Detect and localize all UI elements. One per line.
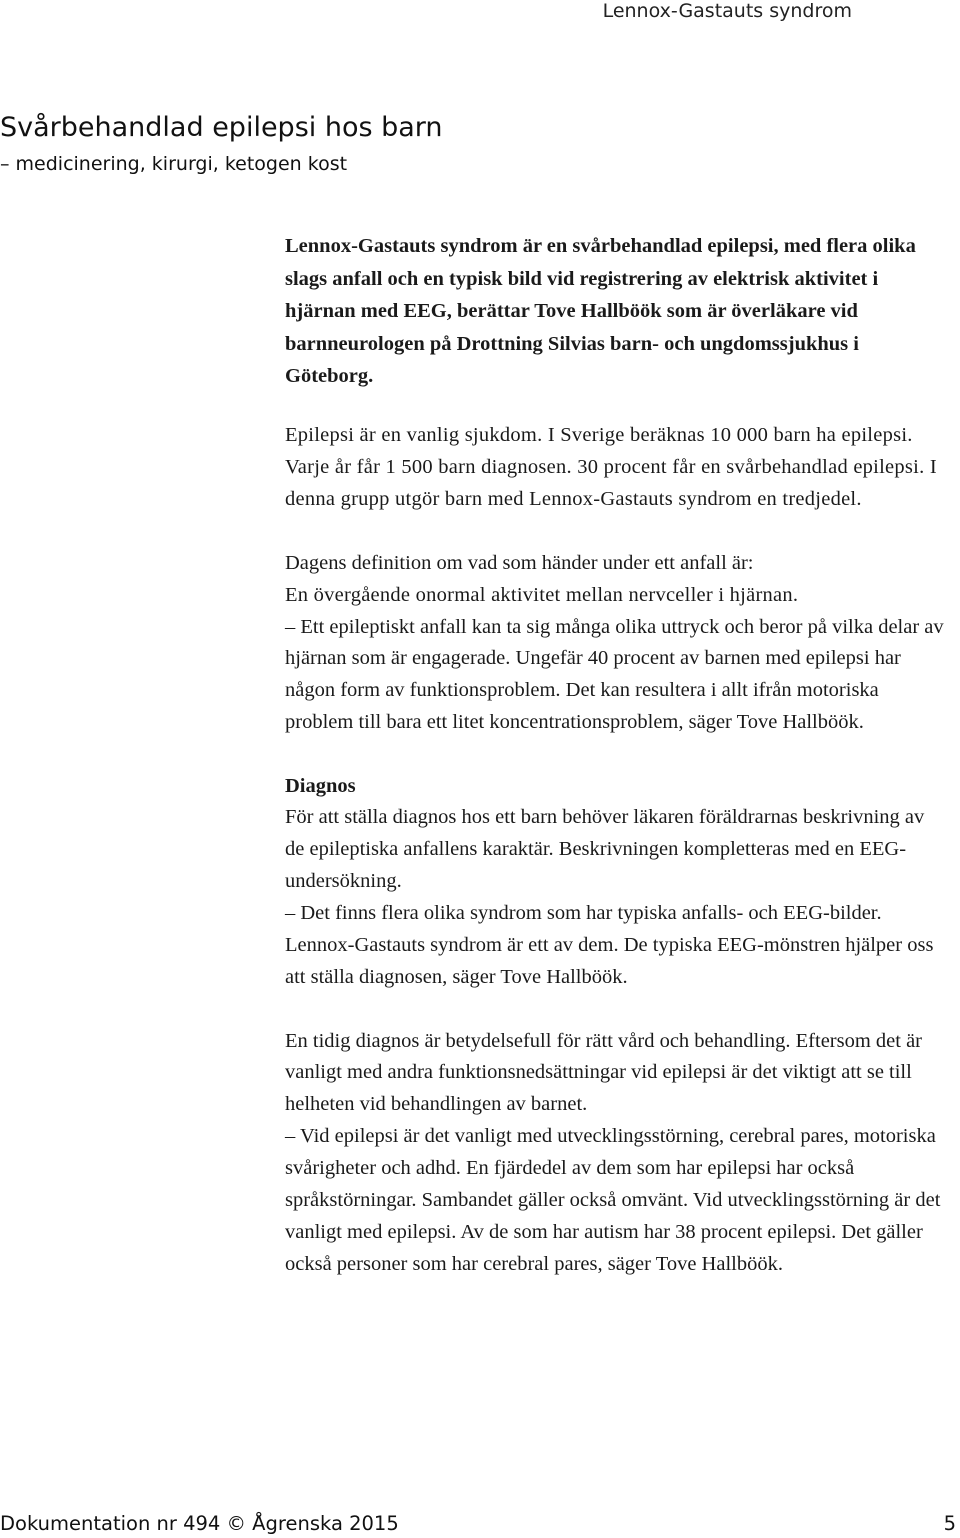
paragraph-definition-intro: Dagens definition om vad som händer under ett anfall är: <box>285 551 754 574</box>
paragraph-diagnosis-quote: – Det finns flera olika syndrom som har typiska anfalls- och EEG-bilder. Lennox-Gastauts syndrom är ett av dem. De typiska EEG-mönstren hjälper oss att ställa diagnosen, säger Tove Hallböök. <box>285 901 934 988</box>
page-number: 5 <box>943 1512 956 1535</box>
page-title: Svårbehandlad epilepsi hos barn <box>0 112 443 143</box>
paragraph-seizure-quote: – Ett epileptiskt anfall kan ta sig många olika uttryck och beror på vilka delar av hjärnan som är engagerade. Ungefär 40 procent av barnen med epilepsi har någon form av funktionsproblem. Det kan resultera i allt ifrån motoriska problem till bara ett litet koncentrationsproblem, säger Tove Hallböök. <box>285 615 944 734</box>
paragraph-comorbidity-quote: – Vid epilepsi är det vanligt med utvecklingsstörning, cerebral pares, motoriska svårigheter och adhd. En fjärdedel av dem som har epilepsi har också språkstörningar. Sambandet gäller också omvänt. Vid utvecklingsstörning är det vanligt med epilepsi. Av de som har autism har 38 procent epilepsi. Det gäller också personer som har cerebral pares, säger Tove Hallböök. <box>285 1125 941 1275</box>
paragraph-statistics: Epilepsi är en vanlig sjukdom. I Sverige beräknas 10 000 barn ha epilepsi. Varje år får 1 500 barn diagnosen. 30 procent får en svårbehandlad epilepsi. I denna grupp utgör barn med Lennox-Gastauts syndrom en tredjedel. <box>285 423 937 510</box>
page-subtitle: – medicinering, kirurgi, ketogen kost <box>0 153 348 175</box>
paragraph-diagnosis: För att ställa diagnos hos ett barn behöver läkaren föräldrarnas beskrivning av de epileptiska anfallens karaktär. Beskrivningen kompletteras med en EEG-undersökning. <box>285 806 925 892</box>
paragraph-early-diagnosis: En tidig diagnos är betydelsefull för rätt vård och behandling. Eftersom det är vanligt med andra funktionsnedsättningar vid epilepsi är det viktigt att se till helheten vid behandlingen av barnet. <box>285 1029 923 1116</box>
running-header: Lennox-Gastauts syndrom <box>602 0 852 22</box>
footer-publication: Dokumentation nr 494 © Ågrenska 2015 <box>0 1512 399 1535</box>
section-heading-diagnos: Diagnos <box>285 775 356 798</box>
article-body <box>285 230 945 1281</box>
paragraph-definition: En övergående onormal aktivitet mellan nervceller i hjärnan. <box>285 583 799 606</box>
lead-paragraph: Lennox-Gastauts syndrom är en svårbehandlad epilepsi, med flera olika slags anfall och en typisk bild vid registrering av elektrisk aktivitet i hjärnan med EEG, berättar Tove Hallböök som är överläkare vid barnneurologen på Drottning Silvias barn- och ungdomssjukhus i Göteborg. <box>285 235 916 388</box>
